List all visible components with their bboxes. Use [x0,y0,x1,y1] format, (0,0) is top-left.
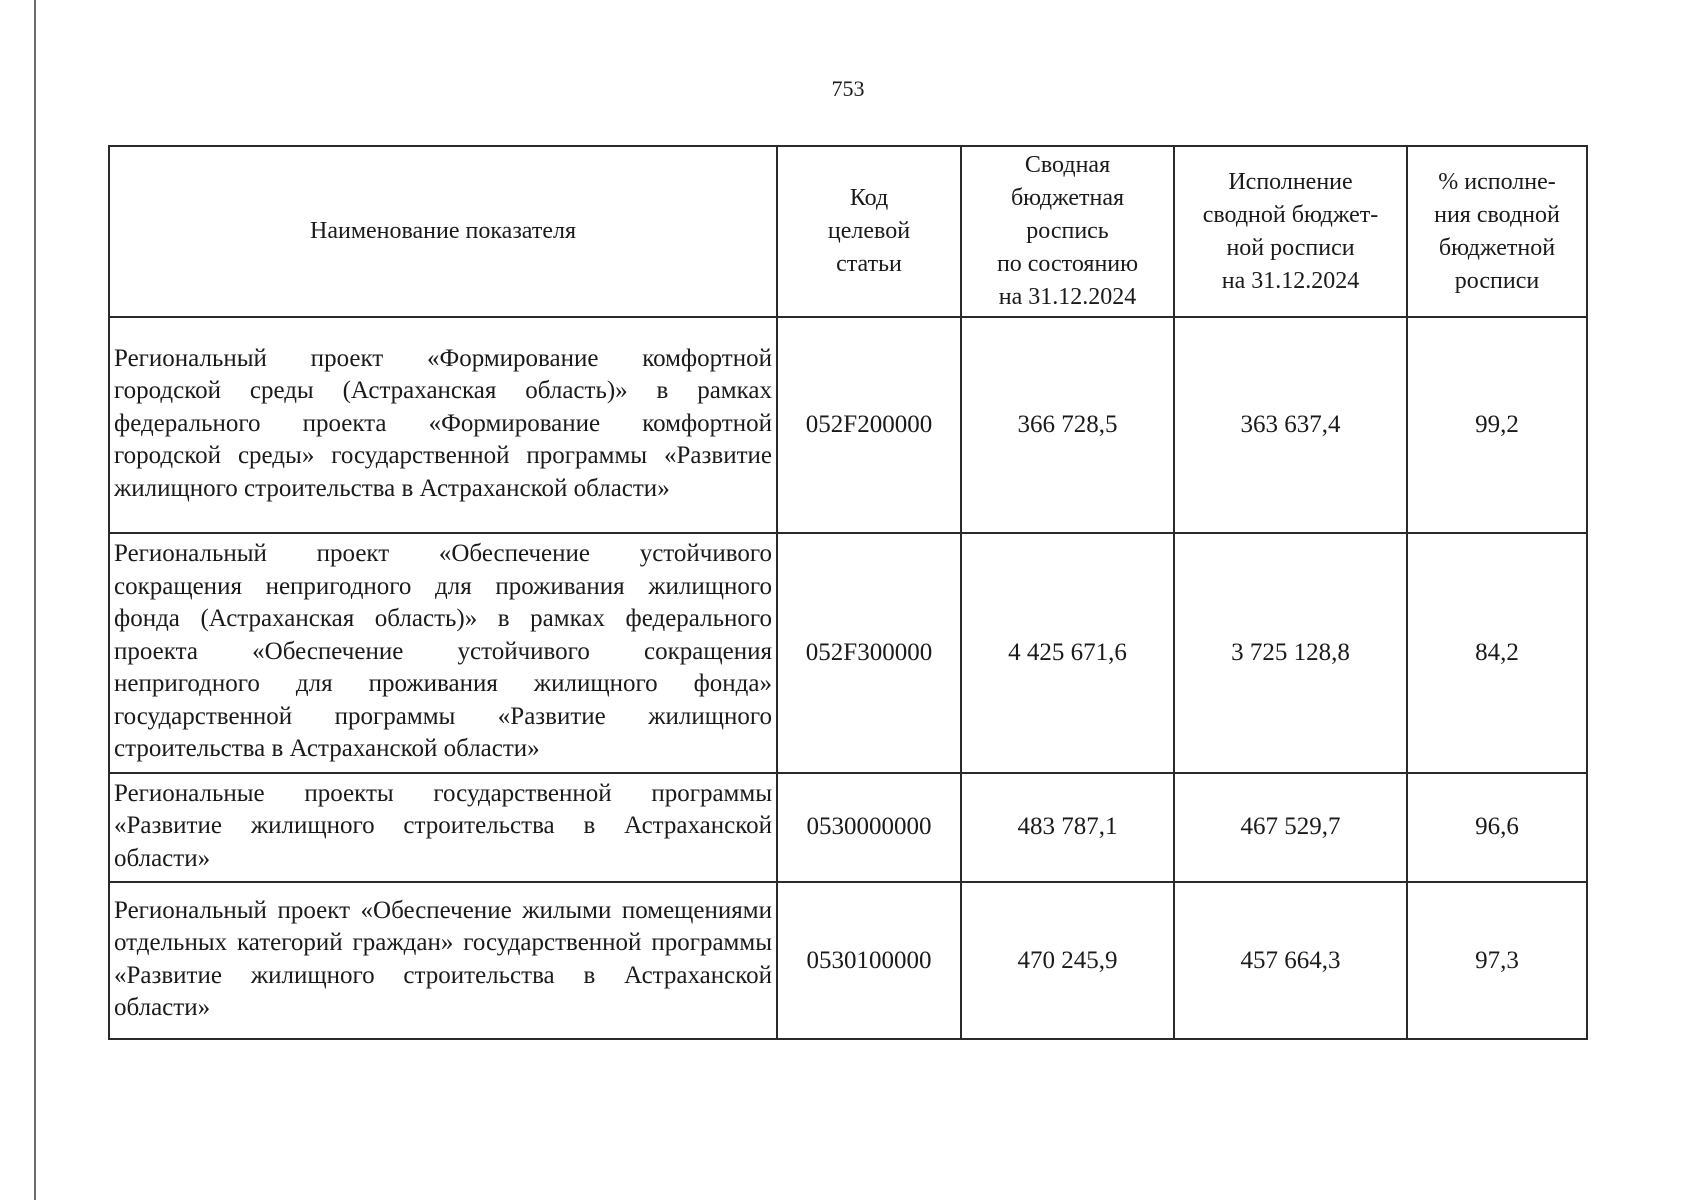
row-percent-value: 99,2 [1407,317,1587,533]
row-indicator-name: Региональный проект «Формирование комфортной городской среды (Астраханская область)» в рамках федерального проекта «Формирование комфортной городской среды» государственной программы «Развитие жилищного строительства в Астраханской области» [109,317,777,533]
row-target-code: 0530100000 [777,882,961,1039]
row-execution-value: 3 725 128,8 [1174,533,1407,773]
row-indicator-name: Региональные проекты государственной программы «Развитие жилищного строительства в Астраханской области» [109,773,777,883]
page-edge-line [34,0,36,1200]
row-target-code: 0530000000 [777,773,961,883]
page-number: 753 [831,76,865,101]
table-row [109,882,1587,1039]
row-percent-value: 84,2 [1407,533,1587,773]
row-target-code: 052F300000 [777,533,961,773]
row-execution-value: 467 529,7 [1174,773,1407,883]
row-execution-value: 457 664,3 [1174,882,1407,1039]
table-row [109,773,1587,883]
row-target-code: 052F200000 [777,317,961,533]
row-indicator-name: Региональный проект «Обеспечение жилыми помещениями отдельных категорий граждан» государственной программы «Развитие жилищного строительства в Астраханской области» [109,882,777,1039]
row-budget-value: 366 728,5 [961,317,1174,533]
header-budget-schedule: Сводная бюджетная роспись по состоянию на 31.12.2024 [961,146,1174,317]
table-row [109,317,1587,533]
budget-execution-table [108,145,1588,1040]
row-budget-value: 4 425 671,6 [961,533,1174,773]
table-row [109,533,1587,773]
header-target-code: Код целевой статьи [777,146,961,317]
header-indicator-name: Наименование показателя [109,146,777,317]
header-execution: Исполнение сводной бюджет- ной росписи на 31.12.2024 [1174,146,1407,317]
row-budget-value: 483 787,1 [961,773,1174,883]
row-budget-value: 470 245,9 [961,882,1174,1039]
row-execution-value: 363 637,4 [1174,317,1407,533]
row-percent-value: 96,6 [1407,773,1587,883]
row-indicator-name: Региональный проект «Обеспечение устойчивого сокращения непригодного для проживания жилищного фонда (Астраханская область)» в рамках федерального проекта «Обеспечение устойчивого сокращения непригодного для проживания жилищного фонда» государственной программы «Развитие жилищного строительства в Астраханской области» [109,533,777,773]
table-header-row [109,146,1587,317]
header-execution-percent: % исполне- ния сводной бюджетной росписи [1407,146,1587,317]
row-percent-value: 97,3 [1407,882,1587,1039]
